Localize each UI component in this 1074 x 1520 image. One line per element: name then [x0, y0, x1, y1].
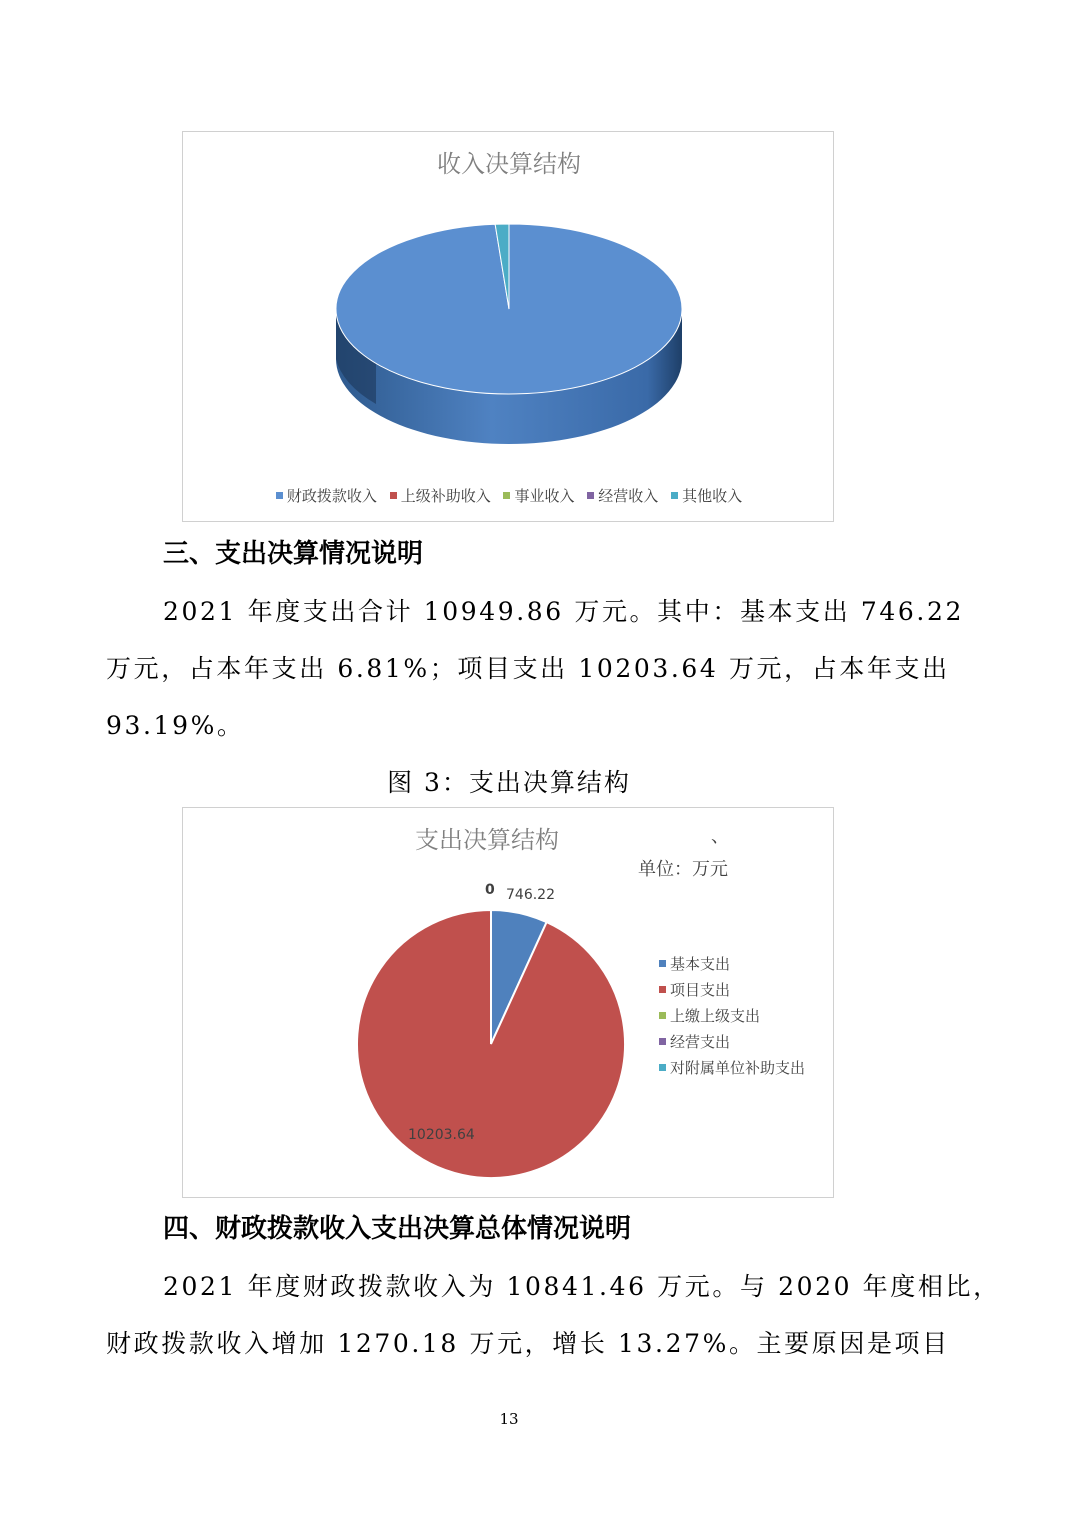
- legend-item: [659, 1005, 805, 1031]
- legend-label: 上级补助收入: [400, 487, 491, 505]
- legend-label: 财政拨款收入: [286, 487, 377, 505]
- legend-label: 基本支出: [670, 955, 731, 973]
- income-pie-plot: [183, 132, 835, 523]
- chart-title: 支出决算结构: [415, 826, 559, 854]
- legend-label: 其他收入: [682, 487, 743, 505]
- legend-item: [659, 979, 805, 1005]
- stray-mark: 、: [711, 826, 729, 847]
- legend-swatch: [503, 492, 510, 499]
- legend-label: 经营支出: [670, 1033, 731, 1051]
- legend-item: [659, 1031, 805, 1057]
- pie-slice-2: [357, 910, 625, 1178]
- legend-swatch: [671, 492, 678, 499]
- legend-item: [659, 953, 805, 979]
- legend-item: [390, 485, 491, 506]
- legend-label: 项目支出: [670, 981, 731, 999]
- paragraph-line: 财政拨款收入增加 1270.18 万元，增长 13.27%。主要原因是项目: [106, 1329, 950, 1358]
- paragraph-line: 2021 年度财政拨款收入为 10841.46 万元。与 2020 年度相比，: [163, 1272, 1001, 1301]
- figure-caption: 图 3：支出决算结构: [387, 768, 631, 797]
- page-number: 13: [499, 1410, 519, 1428]
- data-label-zero: 0: [485, 882, 495, 898]
- section-heading-expenditure: 三、支出决算情况说明: [163, 539, 424, 569]
- legend-label: 上缴上级支出: [670, 1007, 761, 1025]
- expenditure-structure-chart: [182, 807, 834, 1198]
- legend-item: [503, 485, 574, 506]
- legend-label: 经营收入: [598, 487, 659, 505]
- legend-label: 事业收入: [514, 487, 575, 505]
- legend-swatch: [390, 492, 397, 499]
- income-structure-chart: [182, 131, 834, 522]
- legend-swatch: [659, 1064, 666, 1071]
- expenditure-legend: [659, 953, 805, 1083]
- unit-label: 单位：万元: [638, 859, 728, 880]
- income-legend: [183, 485, 835, 506]
- legend-swatch: [587, 492, 594, 499]
- chart-title: 收入决算结构: [437, 150, 581, 178]
- data-label-project: 10203.64: [408, 1127, 475, 1143]
- legend-item: [671, 485, 742, 506]
- legend-swatch: [659, 1038, 666, 1045]
- legend-item: [659, 1057, 805, 1083]
- legend-item: [276, 485, 377, 506]
- legend-swatch: [276, 492, 283, 499]
- paragraph-line: 万元，占本年支出 6.81%；项目支出 10203.64 万元，占本年支出: [106, 654, 950, 683]
- legend-label: 对附属单位补助支出: [670, 1059, 806, 1077]
- paragraph-line: 93.19%。: [106, 711, 245, 740]
- legend-swatch: [659, 960, 666, 967]
- paragraph-line: 2021 年度支出合计 10949.86 万元。其中：基本支出 746.22: [163, 597, 964, 626]
- section-heading-fiscal: 四、财政拨款收入支出决算总体情况说明: [163, 1214, 632, 1244]
- legend-swatch: [659, 1012, 666, 1019]
- legend-item: [587, 485, 658, 506]
- legend-swatch: [659, 986, 666, 993]
- data-label-basic: 746.22: [506, 887, 555, 903]
